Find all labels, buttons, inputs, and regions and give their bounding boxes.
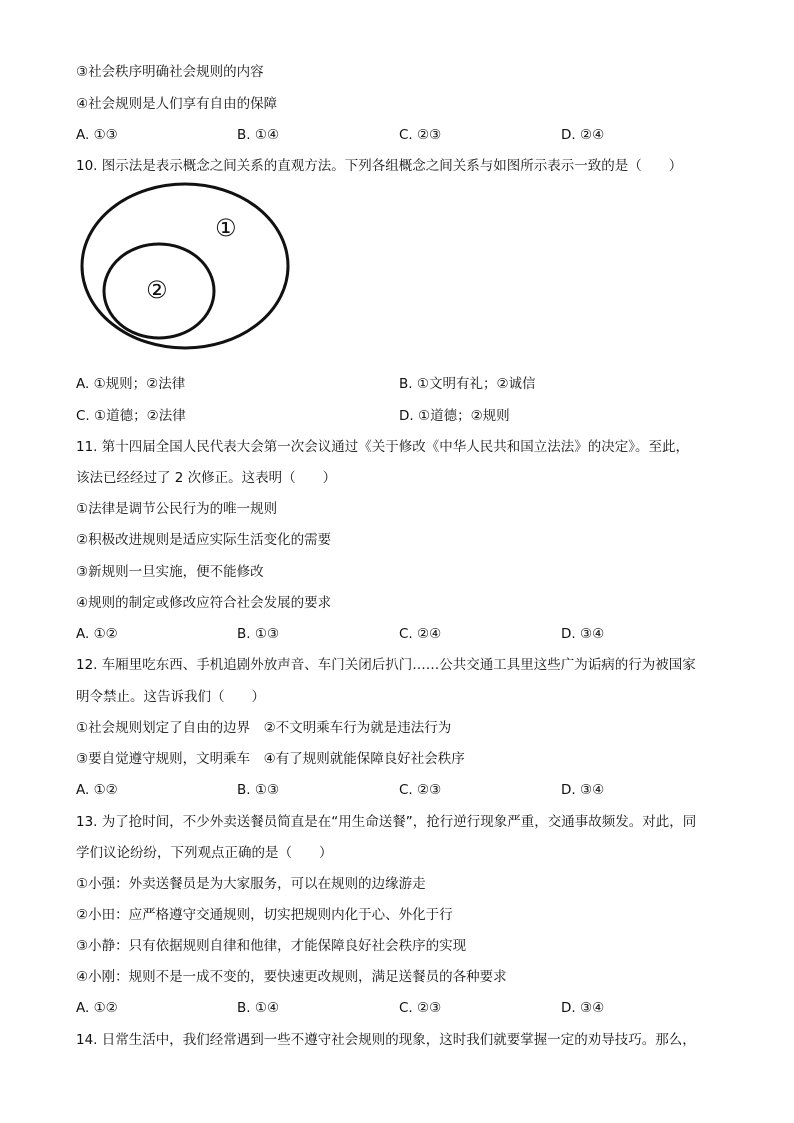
q11-option-a: A. ①②	[76, 626, 118, 642]
q11-option-d: D. ③④	[561, 626, 605, 642]
q11-statement-2: ②积极改进规则是适应实际生活变化的需要	[76, 532, 332, 548]
q9-option-a: A. ①③	[76, 127, 118, 143]
q9-option-c: C. ②③	[399, 127, 442, 143]
q14-stem-line-1: 14. 日常生活中，我们经常遇到一些不遵守社会规则的现象，这时我们就要掌握一定的劝导技巧。那么，	[76, 1032, 696, 1048]
q11-statement-4: ④规则的制定或修改应符合社会发展的要求	[76, 595, 332, 611]
q12-statements-line-1: ①社会规则划定了自由的边界 ②不文明乘车行为就是违法行为	[76, 720, 452, 736]
q13-statement-3: ③小静：只有依据规则自律和他律，才能保障良好社会秩序的实现	[76, 938, 467, 954]
q13-stem-line-2: 学们议论纷纷，下列观点正确的是（ ）	[76, 845, 333, 861]
concept-relation-diagram	[78, 180, 293, 352]
q11-statement-1: ①法律是调节公民行为的唯一规则	[76, 501, 278, 517]
q10-option-d: D. ①道德；②规则	[399, 408, 510, 424]
q9-option-b: B. ①④	[237, 127, 280, 143]
q12-statements-line-2: ③要自觉遵守规则，文明乘车 ④有了规则就能保障良好社会秩序	[76, 751, 465, 767]
q13-statement-2: ②小田：应严格遵守交通规则，切实把规则内化于心、外化于行	[76, 907, 453, 923]
q11-statement-3: ③新规则一旦实施，便不能修改	[76, 564, 264, 580]
q12-option-a: A. ①②	[76, 782, 118, 798]
q12-stem-line-2: 明令禁止。这告诉我们（ ）	[76, 689, 265, 705]
q13-stem-line-1: 13. 为了抢时间，不少外卖送餐员简直是在“用生命送餐”，抢行逆行现象严重，交通事故频发。对此，同	[76, 814, 697, 830]
outer-circle-label: ①	[215, 214, 237, 242]
q13-option-a: A. ①②	[76, 1000, 118, 1016]
q12-stem-line-1: 12. 车厢里吃东西、手机追剧外放声音、车门关闭后扒门……公共交通工具里这些广为诟病的行为被国家	[76, 657, 696, 673]
q11-option-b: B. ①③	[237, 626, 280, 642]
q13-option-c: C. ②③	[399, 1000, 442, 1016]
q12-option-b: B. ①③	[237, 782, 280, 798]
q9-statement-3: ③社会秩序明确社会规则的内容	[76, 64, 264, 80]
q13-option-b: B. ①④	[237, 1000, 280, 1016]
q11-option-c: C. ②④	[399, 626, 442, 642]
q10-stem: 10. 图示法是表示概念之间关系的直观方法。下列各组概念之间关系与如图所示表示一致的是（ ）	[76, 158, 683, 174]
q13-statement-1: ①小强：外卖送餐员是为大家服务，可以在规则的边缘游走	[76, 876, 426, 892]
q9-option-d: D. ②④	[561, 127, 605, 143]
inner-circle-label: ②	[146, 276, 168, 304]
q10-option-a: A. ①规则；②法律	[76, 376, 186, 392]
q12-option-d: D. ③④	[561, 782, 605, 798]
q9-statement-4: ④社会规则是人们享有自由的保障	[76, 96, 278, 112]
q11-stem-line-1: 11. 第十四届全国人民代表大会第一次会议通过《关于修改《中华人民共和国立法法》的决定》。至此，	[76, 439, 690, 455]
q13-option-d: D. ③④	[561, 1000, 605, 1016]
q12-option-c: C. ②③	[399, 782, 442, 798]
q11-stem-line-2: 该法已经经过了 2 次修正。这表明（ ）	[76, 470, 337, 486]
q13-statement-4: ④小刚：规则不是一成不变的，要快速更改规则，满足送餐员的各种要求	[76, 969, 507, 985]
q10-option-b: B. ①文明有礼；②诚信	[399, 376, 536, 392]
q10-option-c: C. ①道德；②法律	[76, 408, 186, 424]
